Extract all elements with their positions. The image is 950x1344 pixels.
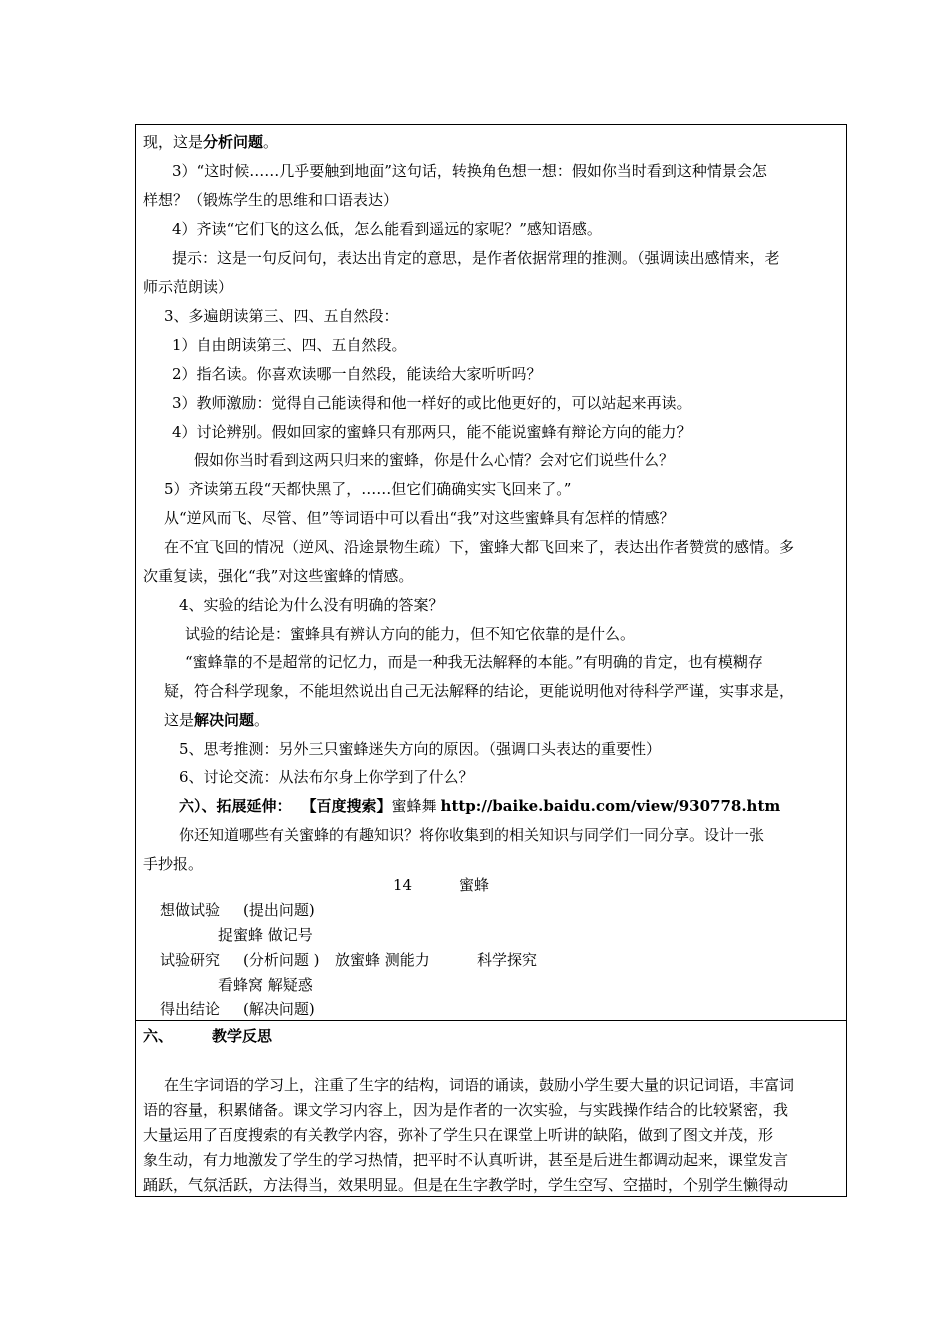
text-line: 现，这是分析问题。 <box>143 133 279 151</box>
text-line: 试验的结论是：蜜蜂具有辨认方向的能力，但不知它依靠的是什么。 <box>185 625 636 643</box>
text-line: 4）讨论辨别。假如回家的蜜蜂只有那两只，能不能说蜜蜂有辩论方向的能力？ <box>172 423 692 441</box>
board-step-note: (提出问题) <box>243 901 315 919</box>
text-line: 在不宜飞回的情况（逆风、沿途景物生疏）下，蜜蜂大都飞回来了，表达出作者赞赏的感情。多 <box>164 538 795 556</box>
reflection-line: 象生动，有力地激发了学生的学习热情，把平时不认真听讲，甚至是后进生都调动起来，课堂发言 <box>143 1151 789 1169</box>
text-line: 师示范朗读） <box>143 278 234 296</box>
board-number: 14 <box>393 876 413 894</box>
board-action: 捉蜜蜂 做记号 <box>218 926 313 944</box>
board-step: 试验研究 <box>160 951 221 969</box>
section-number: 六、 <box>143 1027 174 1045</box>
text-line: 从“逆风而飞、尽管、但”等词语中可以看出“我”对这些蜜蜂具有怎样的情感？ <box>164 509 675 527</box>
board-action: 看蜂窝 解疑惑 <box>218 976 313 994</box>
section-title: 教学反思 <box>212 1027 273 1045</box>
reflection-line: 在生字词语的学习上，注重了生字的结构，词语的诵读，鼓励小学生要大量的识记词语，丰富词 <box>164 1076 795 1094</box>
text-line: “蜜蜂靠的不是超常的记忆力，而是一种我无法解释的本能。”有明确的肯定，也有模糊存 <box>185 653 763 671</box>
board-step-note: (解决问题) <box>243 1000 315 1018</box>
text-line: 5）齐读第五段“天都快黑了，……但它们确确实实飞回来了。” <box>164 480 572 498</box>
text-line: 提示：这是一句反问句，表达出肯定的意思，是作者依据常理的推测。（强调读出感情来，老 <box>172 249 780 267</box>
board-step-note: (分析问题 ) <box>243 951 320 969</box>
text-line: 样想？（锻炼学生的思维和口语表达） <box>143 191 399 209</box>
extension-heading: 六）、拓展延伸： 【百度搜索】蜜蜂舞 http://baike.baidu.com/view/930778.htm <box>179 797 781 815</box>
text-line: 1）自由朗读第三、四、五自然段。 <box>172 336 407 354</box>
text-line: 这是解决问题。 <box>164 711 270 729</box>
board-title: 蜜蜂 <box>459 876 490 894</box>
reflection-line: 语的容量，积累储备。课文学习内容上，因为是作者的一次实验，与实践操作结合的比较紧密，我 <box>143 1101 789 1119</box>
text-line: 3）“这时候……几乎要触到地面”这句话，转换角色想一想：假如你当时看到这种情景会怎 <box>172 162 767 180</box>
text-line: 手抄报。 <box>143 855 204 873</box>
text-line: 你还知道哪些有关蜜蜂的有趣知识？将你收集到的相关知识与同学们一同分享。设计一张 <box>179 826 765 844</box>
text-line: 假如你当时看到这两只归来的蜜蜂，你是什么心情？会对它们说些什么？ <box>194 451 675 469</box>
text-line: 4）齐读“它们飞的这么低，怎么能看到遥远的家呢？”感知语感。 <box>172 220 602 238</box>
reflection-line: 踊跃，气氛活跃，方法得当，效果明显。但是在生字教学时，学生空写、空描时，个别学生懒得动 <box>143 1176 789 1194</box>
board-action: 放蜜蜂 测能力 <box>335 951 430 969</box>
text-line: 2）指名读。你喜欢读哪一自然段，能读给大家听听吗？ <box>172 365 542 383</box>
reflection-line: 大量运用了百度搜索的有关教学内容，弥补了学生只在课堂上听讲的缺陷，做到了图文并茂，形 <box>143 1126 774 1144</box>
table-row-divider <box>135 1020 847 1021</box>
text-line: 4、实验的结论为什么没有明确的答案？ <box>179 596 444 614</box>
text-line: 疑，符合科学现象，不能坦然说出自己无法解释的结论，更能说明他对待科学严谨，实事求是， <box>164 682 795 700</box>
text-line: 3）教师激励：觉得自己能读得和他一样好的或比他更好的，可以站起来再读。 <box>172 394 692 412</box>
board-step: 想做试验 <box>160 901 221 919</box>
board-step: 得出结论 <box>160 1000 221 1018</box>
text-line: 6、讨论交流：从法布尔身上你学到了什么？ <box>179 768 474 786</box>
text-line: 次重复读，强化“我”对这些蜜蜂的情感。 <box>143 567 414 585</box>
reference-link[interactable]: http://baike.baidu.com/view/930778.htm <box>440 797 781 815</box>
board-summary: 科学探究 <box>477 951 538 969</box>
text-line: 3、多遍朗读第三、四、五自然段： <box>164 307 399 325</box>
text-line: 5、思考推测：另外三只蜜蜂迷失方向的原因。（强调口头表达的重要性） <box>179 740 662 758</box>
